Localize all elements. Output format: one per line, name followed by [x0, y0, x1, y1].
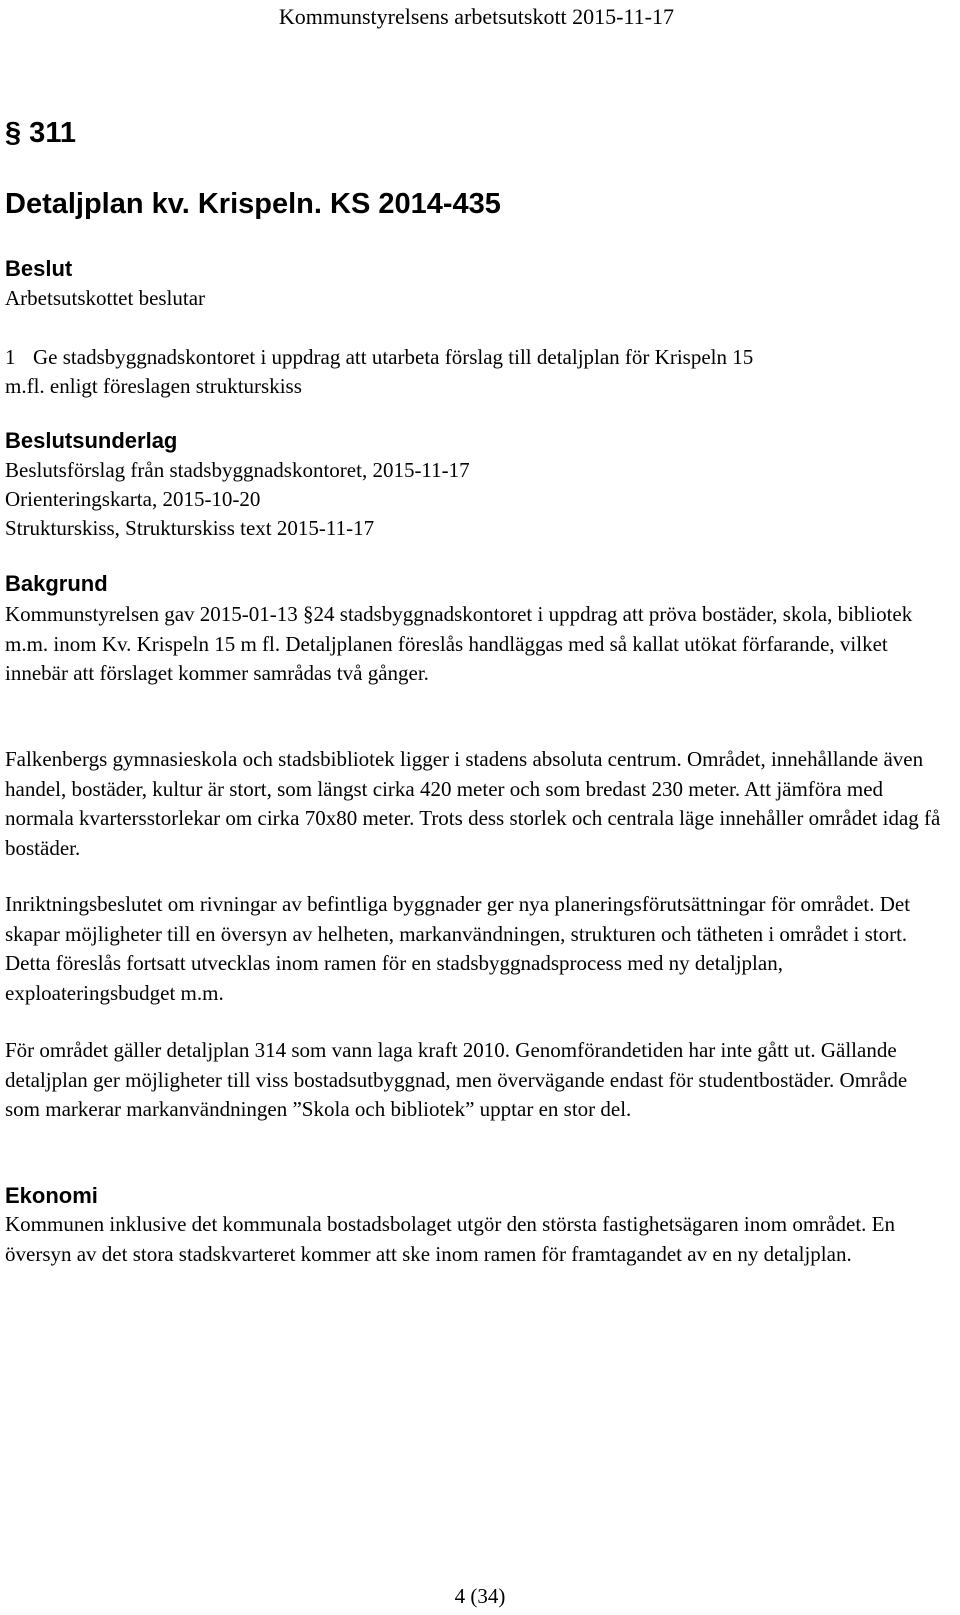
beslutsunderlag-heading: Beslutsunderlag — [5, 428, 178, 453]
bakgrund-paragraph-1: Kommunstyrelsen gav 2015-01-13 §24 stadsbyggnadskontoret i uppdrag att pröva bostäder, skola, bibliotek m.m. inom Kv. Krispeln 15 m fl. Detaljplanen föreslås handläggas med så kallat utökat förfarande, vilket innebär att förslaget kommer samrådas två gånger. — [5, 602, 913, 685]
underlag-item: Strukturskiss, Strukturskiss text 2015-11-17 — [5, 516, 375, 540]
page-header: Kommunstyrelsens arbetsutskott 2015-11-17 — [278, 4, 674, 29]
decision-text-line-2: m.fl. enligt föreslagen strukturskiss — [5, 374, 302, 398]
item-title: Detaljplan kv. Krispeln. KS 2014-435 — [5, 188, 501, 220]
ekonomi-paragraph: Kommunen inklusive det kommunala bostadsbolaget utgör den största fastighetsägaren inom området. En översyn av det stora stadskvarteret kommer att ske inom ramen för framtagandet av en ny detaljplan. — [5, 1212, 895, 1266]
beslut-intro: Arbetsutskottet beslutar — [5, 286, 206, 310]
decision-number: 1 — [5, 345, 16, 369]
underlag-item: Beslutsförslag från stadsbyggnadskontoret, 2015-11-17 — [5, 458, 470, 482]
page-number: 4 (34) — [454, 1584, 506, 1608]
beslut-heading: Beslut — [5, 256, 73, 281]
paragraph-number: § 311 — [5, 117, 76, 149]
bakgrund-paragraph-4: För området gäller detaljplan 314 som vann laga kraft 2010. Genomförandetiden har inte gått ut. Gällande detaljplan ger möjligheter till viss bostadsutbyggnad, men övervägande endast för studentbostäder. Område som markerar markanvändningen ”Skola och bibliotek” upptar en stor del. — [5, 1038, 908, 1121]
bakgrund-heading: Bakgrund — [5, 571, 108, 596]
bakgrund-paragraph-2: Falkenbergs gymnasieskola och stadsbibliotek ligger i stadens absoluta centrum. Området, innehållande även handel, bostäder, kultur är stort, som längst cirka 420 meter och som bredast 230 meter. Att jämföra med normala kvartersstorlekar om cirka 70x80 meter. Trots dess storlek och centrala läge innehåller området idag få bostäder. — [5, 747, 941, 860]
ekonomi-heading: Ekonomi — [5, 1183, 98, 1208]
bakgrund-paragraph-3: Inriktningsbeslutet om rivningar av befintliga byggnader ger nya planeringsförutsättningar för området. Det skapar möjligheter till en översyn av helheten, markanvändningen, strukturen och tätheten i området i stort. Detta föreslås fortsatt utvecklas inom ramen för en stadsbyggnadsprocess med ny detaljplan, exploateringsbudget m.m. — [5, 892, 911, 1005]
decision-text-line-1: Ge stadsbyggnadskontoret i uppdrag att utarbeta förslag till detaljplan för Krispeln 15 — [33, 345, 754, 369]
underlag-item: Orienteringskarta, 2015-10-20 — [5, 487, 261, 511]
decision-item-1 — [5, 344, 753, 370]
